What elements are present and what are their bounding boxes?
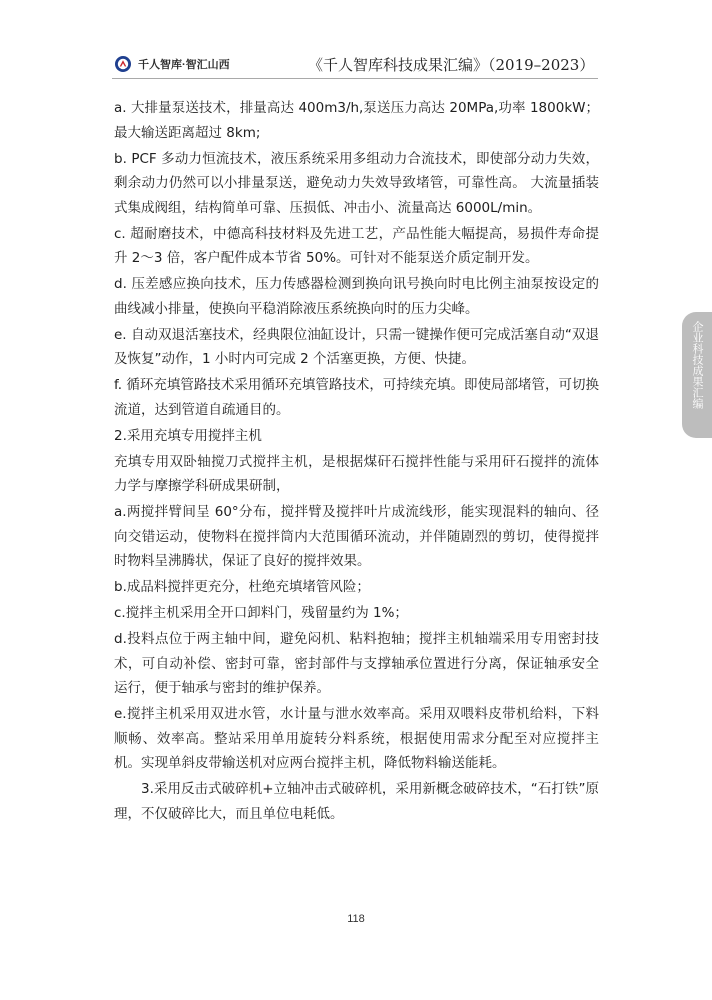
- brand-name: 千人智库·智汇山西: [138, 59, 230, 71]
- paragraph-mixer-intro: 充填专用双卧轴搅刀式搅拌主机，是根据煤矸石搅拌性能与采用矸石搅拌的流体力学与摩擦学科研成果研制，: [114, 453, 599, 494]
- header-divider: [112, 78, 598, 79]
- paragraph-b-pcf: b. PCF 多动力恒流技术，液压系统采用多组动力合流技术，即使部分动力失效，剩余动力仍然可以小排量泵送，避免动力失效导致堵管，可靠性高。 大流量插装式集成阀组，结构简单可靠、压损低、冲击小、流量高达 6000L/min。: [114, 150, 599, 216]
- paragraph-mixer-e: e.搅拌主机采用双进水管，水计量与泄水效率高。采用双喂料皮带机给料，下料顺畅、效率高。整站采用单用旋转分料系统，根据使用需求分配至对应搅拌主机。实现单斜皮带输送机对应两台搅拌主机，降低物料输送能耗。: [114, 706, 599, 771]
- section-heading-mixer: 2.采用充填专用搅拌主机: [114, 427, 262, 444]
- section-side-tab: [682, 312, 712, 438]
- document-body: [114, 96, 599, 828]
- page-number: 118: [347, 913, 365, 925]
- paragraph-d-pressure: d. 压差感应换向技术，压力传感器检测到换向讯号换向时电比例主油泵按设定的曲线减小排量，使换向平稳消除液压系统换向时的压力尖峰。: [114, 276, 599, 317]
- paragraph-a-pumping: a. 大排量泵送技术，排量高达 400m3/h,泵送压力高达 20MPa,功率 1800kW；最大输送距离超过 8km;: [114, 100, 599, 141]
- paragraph-mixer-c: c.搅拌主机采用全开口卸料门，残留量约为 1%；: [114, 605, 408, 621]
- paragraph-mixer-d: d.投料点位于两主轴中间，避免闷机、粘料抱轴；搅拌主机轴端采用专用密封技术，可自动补偿、密封可靠，密封部件与支撑轴承位置进行分离，保证轴承安全运行，便于轴承与密封的维护保养。: [114, 631, 599, 696]
- paragraph-crusher: 3.采用反击式破碎机+立轴冲击式破碎机，采用新概念破碎技术，“石打铁”原理，不仅破碎比大，而且单位电耗低。: [114, 781, 599, 822]
- section-side-tab-label: 企业科技成果汇编: [691, 321, 704, 409]
- paragraph-mixer-b: b.成品料搅拌更充分，杜绝充填堵管风险；: [114, 579, 370, 595]
- collection-title: 《千人智库科技成果汇编》（2019–2023）: [308, 56, 595, 74]
- paragraph-f-pipeline: f. 循环充填管路技术采用循环充填管路技术，可持续充填。即使局部堵管，可切换流道，达到管道自疏通目的。: [114, 377, 599, 418]
- brand-logo-group: [114, 55, 230, 73]
- paragraph-c-wear: c. 超耐磨技术，中德高科技材料及先进工艺，产品性能大幅提高，易损件寿命提升 2～3 倍，客户配件成本节省 50%。可针对不能泵送介质定制开发。: [114, 225, 599, 266]
- paragraph-mixer-a: a.两搅拌臂间呈 60°分布，搅拌臂及搅拌叶片成流线形，能实现混料的轴向、径向交错运动，使物料在搅拌筒内大范围循环流动，并伴随剧烈的剪切，使得搅拌时物料呈沸腾状，保证了良好的搅拌效果。: [114, 504, 599, 569]
- brand-logo-icon: [114, 55, 132, 73]
- paragraph-e-piston: e. 自动双退活塞技术，经典限位油缸设计，只需一键操作便可完成活塞自动“双退及恢复”动作，1 小时内可完成 2 个活塞更换，方便、快捷。: [114, 326, 599, 367]
- page-header: [0, 0, 712, 80]
